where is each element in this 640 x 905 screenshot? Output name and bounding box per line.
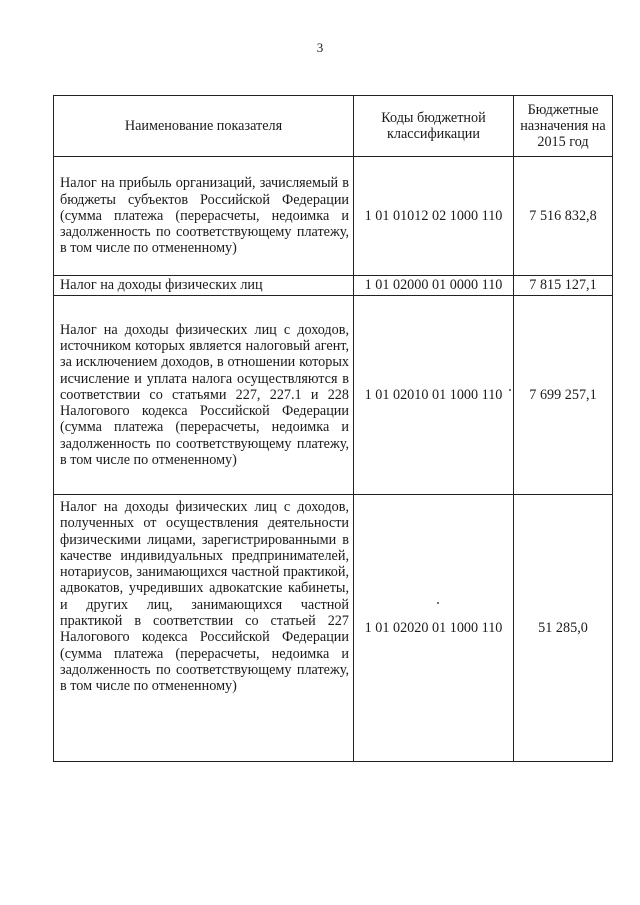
- budget-code-cell: 1 01 02000 01 0000 110: [354, 276, 514, 296]
- table-header-row: [54, 96, 613, 157]
- amount-cell: 51 285,0: [514, 495, 613, 762]
- scan-speck: [437, 602, 439, 604]
- budget-code-cell: 1 01 02010 01 1000 110: [354, 296, 514, 495]
- header-budget-code: Коды бюджетной классификации: [354, 96, 514, 157]
- indicator-name-cell: Налог на доходы физических лиц: [54, 276, 354, 296]
- table-row: [54, 157, 613, 276]
- indicator-name-cell: Налог на прибыль организаций, зачисляемый в бюджеты субъектов Российской Федерации (сумма платежа (перерасчеты, недоимка и задолженность по соответствующему платежу, в том числе по отмененному): [54, 157, 354, 276]
- indicator-name-cell: Налог на доходы физических лиц с доходов, полученных от осуществления деятельности физическими лицами, зарегистрированными в качестве индивидуальных предпринимателей, нотариусов, занимающихся частной практикой, адвокатов, учредивших адвокатские кабинеты, и других лиц, занимающихся частной практикой в соответствии со статьей 227 Налогового кодекса Российской Федерации (сумма платежа (перерасчеты, недоимка и задолженность по соответствующему платежу, в том числе по отмененному): [54, 495, 354, 762]
- budget-table: [53, 95, 613, 762]
- table-row: [54, 296, 613, 495]
- header-indicator-name: Наименование показателя: [54, 96, 354, 157]
- table-row: [54, 495, 613, 762]
- amount-cell: 7 516 832,8: [514, 157, 613, 276]
- scan-speck: [509, 389, 511, 391]
- amount-cell: 7 815 127,1: [514, 276, 613, 296]
- budget-code-cell: 1 01 02020 01 1000 110: [354, 495, 514, 762]
- table-row: [54, 276, 613, 296]
- page-number: 3: [316, 40, 324, 55]
- amount-cell: 7 699 257,1: [514, 296, 613, 495]
- header-budget-amount: Бюджетные назначения на 2015 год: [514, 96, 613, 157]
- indicator-name-cell: Налог на доходы физических лиц с доходов, источником которых является налоговый агент, за исключением доходов, в отношении которых исчисление и уплата налога осуществляются в соответствии со статьями 227, 227.1 и 228 Налогового кодекса Российской Федерации (сумма платежа (перерасчеты, недоимка и задолженность по соответствующему платежу, в том числе по отмененному): [54, 296, 354, 495]
- budget-code-cell: 1 01 01012 02 1000 110: [354, 157, 514, 276]
